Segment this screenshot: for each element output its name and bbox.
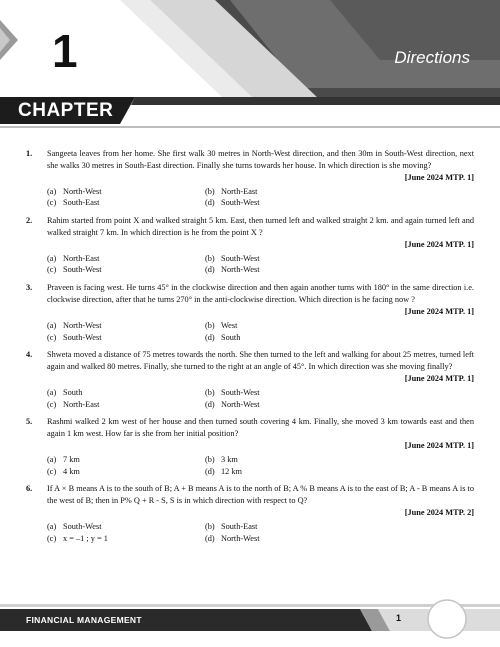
option-a xyxy=(47,521,205,533)
option-label: (a) xyxy=(47,387,57,397)
option-text: 3 km xyxy=(221,455,238,465)
option-label: (a) xyxy=(47,320,57,330)
option-label: (c) xyxy=(47,265,57,275)
question-number: 2. xyxy=(26,216,33,226)
chapter-title: Directions xyxy=(394,48,470,67)
page-footer xyxy=(0,598,500,647)
option-label: (c) xyxy=(47,466,57,476)
option-b xyxy=(205,186,474,198)
option-b xyxy=(205,521,474,533)
page-number: 1 xyxy=(396,613,402,623)
book-title: FINANCIAL MANAGEMENT xyxy=(26,615,142,625)
options xyxy=(47,521,474,544)
option-d xyxy=(205,197,474,209)
option-label: (c) xyxy=(47,198,57,208)
option-a xyxy=(47,454,205,466)
option-text: North-West xyxy=(63,186,102,196)
option-c xyxy=(47,264,205,276)
option-text: North-West xyxy=(221,265,260,275)
option-text: North-West xyxy=(63,320,102,330)
option-text: South-West xyxy=(63,265,102,275)
option-a xyxy=(47,253,205,265)
question-text: Rashmi walked 2 km west of her house and then turned south covering 4 km. Finally, she moved 3 km towards east and then again 1 km west. How far is she from her initial position? xyxy=(47,417,474,438)
option-label: (c) xyxy=(47,332,57,342)
options xyxy=(47,186,474,209)
option-label: (d) xyxy=(205,332,215,342)
option-label: (d) xyxy=(205,466,215,476)
option-text: North-West xyxy=(221,399,260,409)
option-a xyxy=(47,186,205,198)
option-label: (b) xyxy=(205,455,215,465)
question-1 xyxy=(26,148,474,209)
chapter-header xyxy=(0,0,500,140)
question-tag: [June 2024 MTP. 1] xyxy=(404,441,474,451)
option-label: (d) xyxy=(205,198,215,208)
option-b xyxy=(205,387,474,399)
option-b xyxy=(205,320,474,332)
question-text: Praveen is facing west. He turns 45° in the clockwise direction and then again another turns with 180° in the same direction i.e. clockwise direction, after that he turns 270° in the anti-clockwise direction. Which direction is he facing now ? xyxy=(47,283,474,304)
option-a xyxy=(47,387,205,399)
option-text: South-East xyxy=(63,198,100,208)
question-tag: [June 2024 MTP. 1] xyxy=(404,240,474,250)
option-c xyxy=(47,466,205,478)
chapter-label: CHAPTER xyxy=(18,100,114,121)
option-text: 4 km xyxy=(63,466,80,476)
option-text: South xyxy=(63,387,83,397)
option-c xyxy=(47,533,205,545)
question-3 xyxy=(26,282,474,343)
option-text: South xyxy=(221,332,241,342)
option-d xyxy=(205,399,474,411)
option-text: North-East xyxy=(63,253,100,263)
options xyxy=(47,320,474,343)
option-text: South-West xyxy=(221,198,260,208)
option-text: South-West xyxy=(221,253,260,263)
question-number: 5. xyxy=(26,417,33,427)
option-label: (b) xyxy=(205,253,215,263)
option-text: South-East xyxy=(221,522,258,532)
option-label: (a) xyxy=(47,522,57,532)
option-text: 7 km xyxy=(63,455,80,465)
question-6 xyxy=(26,483,474,544)
question-text: Shweta moved a distance of 75 metres towards the north. She then turned to the left and walking for about 25 metres, turned left again and walked 80 metres. Finally, she turned to the right at an angle of 45°. In which direction was she moving finally? xyxy=(47,350,474,371)
option-label: (d) xyxy=(205,265,215,275)
option-d xyxy=(205,264,474,276)
question-tag: [June 2024 MTP. 2] xyxy=(404,508,474,518)
option-d xyxy=(205,466,474,478)
options xyxy=(47,454,474,477)
option-c xyxy=(47,332,205,344)
option-text: 12 km xyxy=(221,466,242,476)
option-text: x = –1 ; y = 1 xyxy=(63,533,108,543)
question-number: 4. xyxy=(26,350,33,360)
option-label: (c) xyxy=(47,399,57,409)
question-text: Sangeeta leaves from her home. She first walk 30 metres in North-West direction, and then 30m in South-West direction, next she walks 30 metres in South-East direction. Finally she turns towards her house. In which direction is she moving? xyxy=(47,149,474,170)
option-c xyxy=(47,197,205,209)
question-5 xyxy=(26,416,474,477)
option-b xyxy=(205,253,474,265)
option-a xyxy=(47,320,205,332)
option-label: (b) xyxy=(205,320,215,330)
option-label: (a) xyxy=(47,186,57,196)
option-text: North-East xyxy=(63,399,100,409)
option-label: (d) xyxy=(205,533,215,543)
question-text: If A × B means A is to the south of B; A + B means A is to the north of B; A % B means A is to the east of B; A - B means A is to the west of B; then in P% Q + R - S, S is in which direction with respect to Q? xyxy=(47,484,474,505)
option-label: (b) xyxy=(205,522,215,532)
question-number: 3. xyxy=(26,283,33,293)
question-2 xyxy=(26,215,474,276)
options xyxy=(47,387,474,410)
option-text: South-West xyxy=(221,387,260,397)
question-4 xyxy=(26,349,474,410)
chapter-number: 1 xyxy=(52,25,78,77)
question-tag: [June 2024 MTP. 1] xyxy=(404,374,474,384)
option-text: South-West xyxy=(63,332,102,342)
question-list xyxy=(26,148,474,550)
option-b xyxy=(205,454,474,466)
question-number: 1. xyxy=(26,149,33,158)
question-number: 6. xyxy=(26,484,33,494)
option-c xyxy=(47,399,205,411)
option-d xyxy=(205,533,474,545)
question-tag: [June 2024 MTP. 1] xyxy=(404,173,474,183)
option-label: (d) xyxy=(205,399,215,409)
question-tag: [June 2024 MTP. 1] xyxy=(404,307,474,317)
option-text: South-West xyxy=(63,522,102,532)
option-label: (c) xyxy=(47,533,57,543)
option-label: (b) xyxy=(205,387,215,397)
option-text: West xyxy=(221,320,238,330)
option-text: North-West xyxy=(221,533,260,543)
option-text: North-East xyxy=(221,186,258,196)
option-label: (a) xyxy=(47,455,57,465)
option-d xyxy=(205,332,474,344)
question-text: Rahim started from point X and walked straight 5 km. East, then turned left and walked straight 2 km. and again turned left and walked straight 7 km. In which direction is he from the point X ? xyxy=(47,216,474,237)
option-label: (a) xyxy=(47,253,57,263)
option-label: (b) xyxy=(205,186,215,196)
options xyxy=(47,253,474,276)
